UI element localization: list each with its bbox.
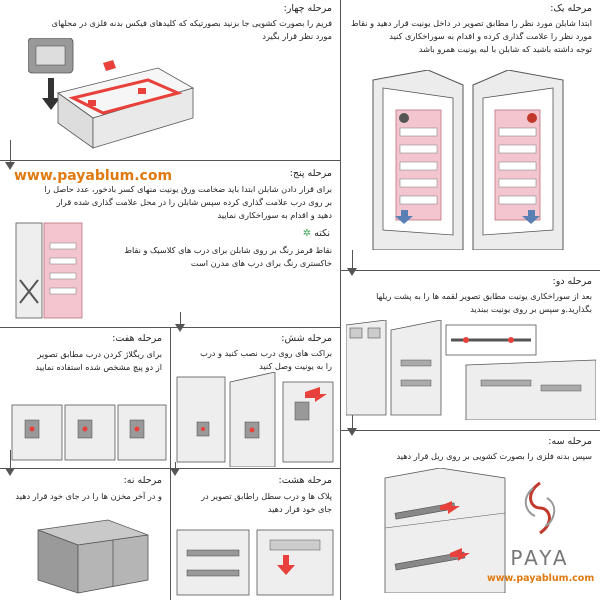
step4-line-1: فریم را بصورت کشویی جا بزنید بصورتیکه که کلیدهای فیکس بدنه فلزی در محلهای — [51, 18, 332, 28]
divider-right-2 — [340, 430, 600, 431]
step1-line-1: ابتدا شابلن مورد نظر را مطابق تصویر در داخل یونیت قرار دهید و نقاط — [351, 18, 592, 28]
step7-line-1: برای ریگلاژ کردن درب مطابق تصویر — [37, 349, 162, 359]
divider-top-left — [0, 160, 340, 161]
step6-line-2: را به یونیت وصل کنید — [259, 361, 332, 371]
step5-title: مرحله پنج: — [289, 168, 332, 179]
step5-line-3: دهید و اقدام به سوراخکاری نمایید — [217, 210, 332, 220]
step7-illustration — [10, 400, 168, 465]
step6-title: مرحله شش: — [281, 333, 332, 344]
step1-line-3: توجه داشته باشید که شابلن با لبه یونیت همرو باشد — [418, 44, 592, 54]
step8-line-1: پلاک ها و درب سطل راطابق تصویر در — [201, 491, 332, 501]
step8-illustration — [175, 525, 335, 597]
step5-note-title — [230, 228, 330, 239]
site-url-large: www.payablum.com — [14, 168, 173, 184]
step1-title: مرحله یک: — [550, 3, 592, 14]
step6-line-1: براکت های روی درب نصب کنید و درب — [200, 348, 332, 358]
flow-arrow-5 — [170, 468, 180, 476]
step4-title: مرحله چهار: — [283, 3, 332, 14]
step4-line-2: مورد نظر قرار بگیرد — [262, 31, 332, 41]
step7-title: مرحله هفت: — [112, 333, 162, 344]
flow-arrow-1 — [347, 268, 357, 276]
step2-illustration — [346, 320, 596, 420]
step8-line-2: جای خود قرار دهید — [267, 504, 332, 514]
step9-line-1: و در آخر مخزن ها را در جای خود قرار دهید — [15, 491, 162, 501]
step9-title: مرحله نه: — [123, 475, 162, 486]
step1-illustration — [368, 70, 568, 250]
flow-arrow-2 — [347, 428, 357, 436]
divider-right-1 — [340, 270, 600, 271]
step7-line-2: از دو پیچ مشخص شده استفاده نمایید — [35, 362, 162, 372]
step2-title: مرحله دو: — [552, 276, 592, 287]
step8-title: مرحله هشت: — [278, 475, 332, 486]
step3-line-1: سپس بدنه فلزی را بصورت کشویی بر روی ریل قرار دهید — [396, 451, 592, 461]
step5-note-line-2: خاکستری رنگ برای درب های مدرن است — [190, 258, 332, 268]
step2-line-2: بگذارید.و سپس بر روی یونیت ببندید — [470, 304, 592, 314]
step3-title: مرحله سه: — [548, 436, 592, 447]
paya-logo-text: PAYA — [510, 546, 570, 570]
step5-line-1: برای قرار دادن شابلن ابتدا باید ضخامت ورق یونیت منهای کسر بادخور، عدد حاصل را — [44, 184, 332, 194]
paya-logo-icon — [505, 478, 575, 538]
step4-illustration — [28, 38, 198, 153]
asterisk-icon: ✲ — [302, 228, 312, 239]
flow-arrow-4 — [175, 324, 185, 332]
step9-illustration — [28, 515, 153, 595]
step6-illustration — [175, 372, 335, 467]
note-label: نکته — [314, 228, 330, 239]
site-url-small: www.payablum.com — [487, 573, 595, 584]
step1-line-2: مورد نظر را علامت گذاری کرده و اقدام به سوراخکاری کنید — [389, 31, 592, 41]
step5-line-2: بر روی درب علامت گذاری کرده سپس شابلن را در محل علامت گذاری شده قرار — [56, 197, 332, 207]
step2-line-1: بعد از سوراخکاری یونیت مطابق تصویر لقمه ها را به پشت ریلها — [376, 291, 592, 301]
step5-illustration — [14, 218, 84, 323]
divider-col-lower — [170, 327, 171, 600]
step5-note-line-1: نقاط قرمز رنگ بر روی شابلن برای درب های کلاسیک و نقاط — [124, 245, 332, 255]
